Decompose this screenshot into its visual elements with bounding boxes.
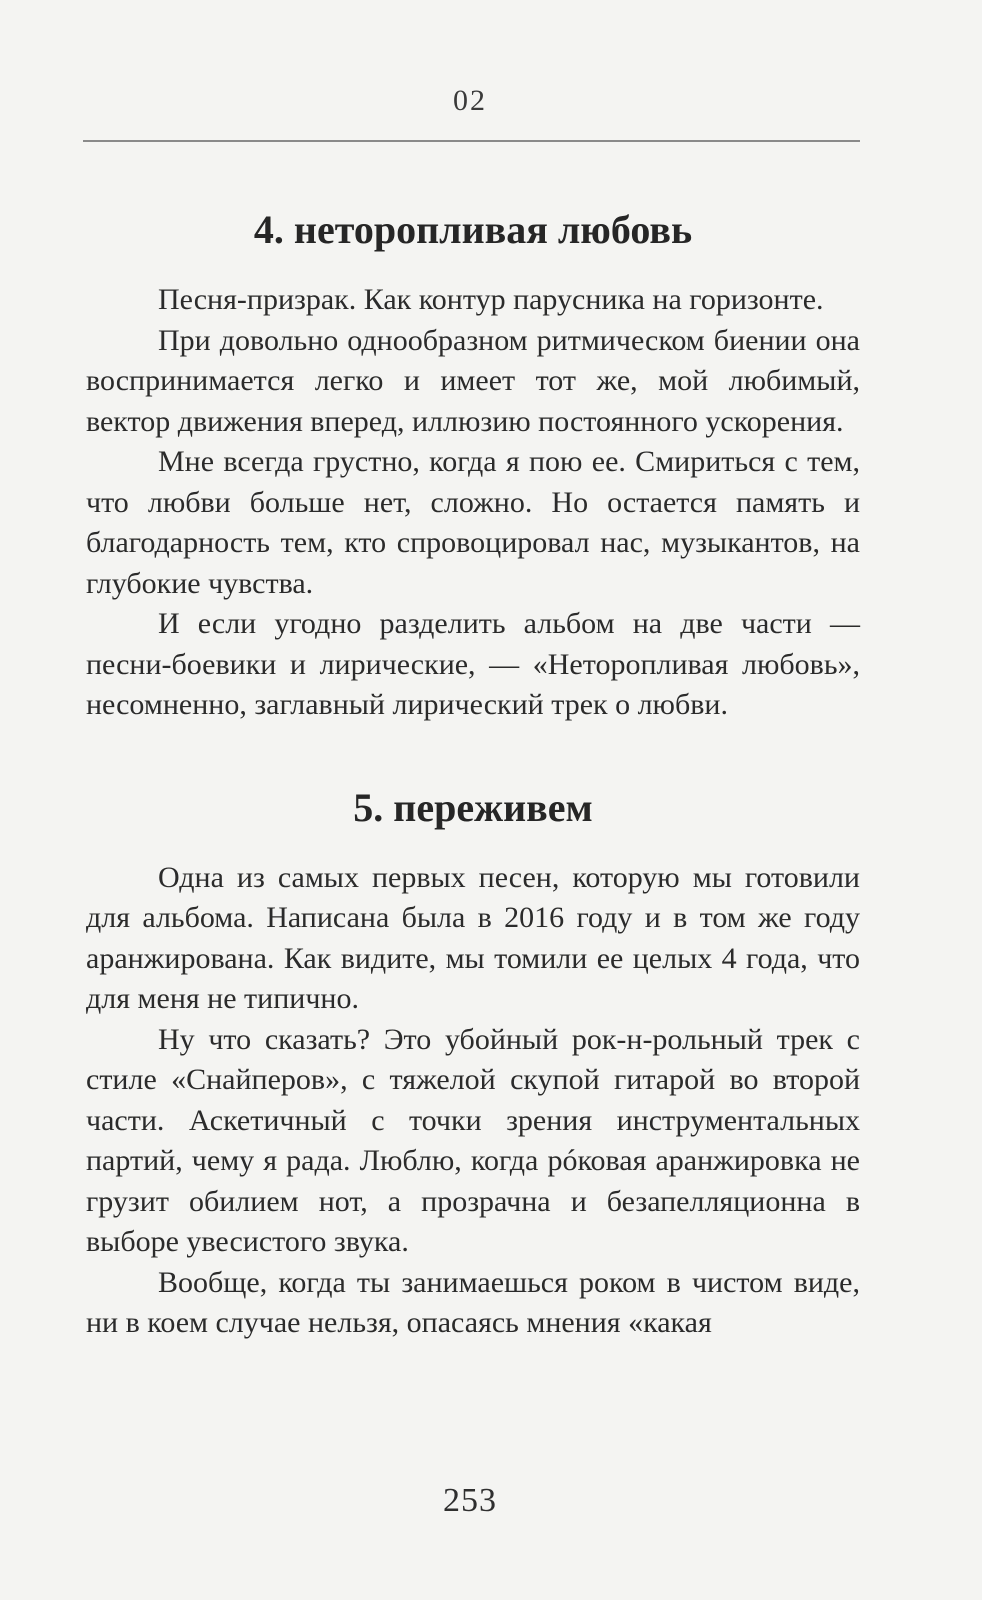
header-rule bbox=[83, 140, 860, 142]
paragraph: Одна из самых первых песен, которую мы готовили для альбома. Написана была в 2016 году и в том же году аранжирована. Как видите, мы томили ее целых 4 года, что для меня не типично. bbox=[86, 860, 860, 1015]
paragraph: Вообще, когда ты занимаешься роком в чистом виде, ни в коем случае нельзя, опасаясь мнения «какая bbox=[86, 1265, 860, 1339]
page-body bbox=[86, 200, 860, 1344]
section-title: 4. неторопливая любовь bbox=[253, 207, 693, 252]
section-5 bbox=[86, 778, 860, 1344]
paragraph: Ну что сказать? Это убойный рок-н-рольный трек с стиле «Снайперов», с тяжелой скупой гитарой во второй части. Аскетичный с точки зрения инструментальных партий, чему я рада. Люблю, когда рóковая аранжировка не грузит обилием нот, а прозрачна и безапелляционна в выборе увесистого звука. bbox=[86, 1022, 860, 1258]
paragraph: И если угодно разделить альбом на две части — песни-боевики и лирические, — «Неторопливая любовь», несомненно, заглавный лирический трек о любви. bbox=[86, 607, 860, 721]
section-4 bbox=[86, 200, 860, 726]
paragraph: При довольно однообразном ритмическом биении она воспринимается легко и имеет тот же, мой любимый, вектор движения вперед, иллюзию постоянного ускорения. bbox=[86, 323, 860, 438]
page-number: 253 bbox=[443, 1482, 497, 1519]
paragraph: Песня-призрак. Как контур парусника на горизонте. bbox=[158, 283, 824, 316]
paragraph: Мне всегда грустно, когда я пою ее. Смириться с тем, что любви больше нет, сложно. Но остается память и благодарность тем, кто спровоцировал нас, музыкантов, на глубокие чувства. bbox=[86, 445, 860, 600]
running-head: 02 bbox=[453, 84, 487, 117]
section-title: 5. переживем bbox=[353, 784, 593, 830]
